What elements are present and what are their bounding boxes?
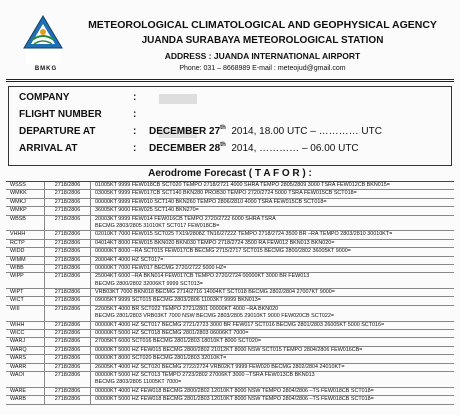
departure-suffix: th [220, 125, 226, 131]
table-row [6, 322, 454, 330]
forecast-text [95, 364, 454, 371]
table-row [6, 306, 454, 322]
validity-period: 2718/2806 [44, 182, 91, 189]
contact-line: Phone: 031 – 8668989 E-mail : meteojud@gmail.com [179, 65, 346, 72]
arrival-label: ARRIVAL AT [19, 143, 78, 154]
departure-month: DECEMBER 27 [149, 126, 221, 137]
document-header [0, 0, 460, 80]
forecast-line: 03005KT 9999 FEW017CB SCT140 BKN280 PROB30 TEMPO 2720/2724 5000 TSRA FEW015CB SCT018= [95, 190, 357, 197]
table-row [6, 207, 454, 215]
table-row [6, 216, 454, 232]
station-code: WARE [10, 387, 26, 394]
forecast-text [95, 372, 454, 387]
arrival-suffix: th [220, 142, 226, 148]
validity-period: 2718/2806 [44, 216, 91, 231]
tafor-table [6, 181, 454, 405]
station-code: WIBB [10, 264, 24, 271]
validity-period: 2718/2806 [44, 248, 91, 255]
station-code: WAOI [10, 371, 25, 378]
table-row [6, 347, 454, 355]
station-code: WICC [10, 330, 25, 337]
validity-period: 2718/2806 [44, 240, 91, 247]
flight-info-box [8, 86, 452, 166]
station-code: WIPT [10, 289, 24, 296]
validity-period: 2718/2806 [44, 364, 91, 371]
forecast-line: 00000KT 5000 HZ SCT013 TEMPO 2723/2802 27006KT 3000 –TSRA FEW013CB BKN013 [95, 371, 315, 378]
station-code: WSSS [10, 182, 26, 188]
forecast-line: BECMG 2800/2802 32006KT 9999 SCT013= [95, 280, 203, 287]
forecast-line: 00000KT 5000 HZ FEW015 BECMG 2800/2802 21012KT 8000 NSW SCT015 TEMPO 2804/2806 FEW016CB= [95, 346, 363, 353]
departure-value [149, 126, 382, 137]
validity-period: 2718/2806 [44, 322, 91, 329]
forecast-line: 01005KT 9999 FEW018CB SCT020 TEMPO 2718/2721 4000 SHRA TEMPO 2805/2809 3000 TSRA FEW012CB BKN015= [95, 182, 390, 188]
company-redacted [159, 94, 197, 104]
forecast-text [95, 347, 454, 354]
table-row [6, 289, 454, 297]
validity-period: 2718/2806 [44, 355, 91, 362]
validity-period: 2718/2806 [44, 289, 91, 296]
table-row [6, 355, 454, 363]
forecast-text [95, 322, 454, 329]
flight-number-label: FLIGHT NUMBER [19, 109, 102, 120]
forecast-text [95, 355, 454, 362]
forecast-text [95, 273, 454, 288]
validity-period: 2718/2806 [44, 273, 91, 288]
forecast-text [95, 265, 454, 272]
station-code: WICT [10, 297, 24, 304]
forecast-line: 00000KT 8000 SCT020 BECMG 2801/2803 32010KT= [95, 355, 227, 362]
forecast-line: 02010KT 7000 FEW015 SCT025 TX19/2808Z TN16/2722Z TEMPO 2718/2724 3500 BR –RA TEMPO 2803/2810 30010KT= [95, 231, 393, 238]
station-code: WMKJ [10, 198, 26, 205]
forecast-text [95, 396, 454, 403]
forecast-line: BECMG 2803/2805 31010KT SCT017 FEW018CB= [95, 222, 220, 229]
forecast-line: 20004KT 4000 HZ SCT017= [95, 256, 164, 263]
forecast-line: 00000KT 7000 FEW017 BECMG 2720/2722 5000 HZ= [95, 264, 227, 271]
forecast-line: 26005KT 4000 HZ SCT020 BECMG 2722/2724 VRB02KT 9999 FEW020 BECMG 2802/2804 24010KT= [95, 363, 345, 370]
forecast-text [95, 257, 454, 264]
bmkg-logo [22, 14, 64, 68]
forecast-text [95, 338, 454, 345]
forecast-text [95, 330, 454, 337]
station-code: RCTP [10, 239, 25, 246]
validity-period: 2718/2806 [44, 306, 91, 321]
validity-period: 2718/2806 [44, 231, 91, 238]
validity-period: 2718/2806 [44, 207, 91, 214]
station-code: WARJ [10, 338, 26, 345]
forecast-line: 00000KT 5000 HZ SCT018 BECMG 2801/2803 06006KT 7000= [95, 330, 249, 337]
forecast-line: 36005KT 9000 FEW025 SCT140 BKN270= [95, 207, 199, 214]
tafor-title: Aerodrome Forecast ( T A F O R ) : [148, 168, 312, 179]
forecast-line: BECMG 2803/2805 11005KT 7000= [95, 379, 182, 386]
table-row [6, 388, 454, 396]
table-row [6, 372, 454, 388]
table-row [6, 240, 454, 248]
arrival-month: DECEMBER 28 [149, 143, 221, 154]
arrival-value [149, 143, 359, 154]
forecast-text [95, 190, 454, 197]
forecast-text [95, 240, 454, 247]
forecast-text [95, 289, 454, 296]
station-code: WIMM [10, 256, 26, 263]
logo-caption: BMKG [34, 66, 58, 72]
station-code: WARR [10, 363, 27, 370]
agency-name: METEOROLOGICAL CLIMATOLOGICAL AND GEOPHYSICAL AGENCY [88, 19, 437, 31]
company-colon: : [133, 92, 137, 103]
forecast-line: 04014KT 8000 FEW015 BKN020 BKN030 TEMPO 2718/2724 3500 RA FEW012 BKN013 BKN020= [95, 239, 335, 246]
table-row [6, 338, 454, 346]
flight-number-colon: : [133, 109, 137, 120]
station-code: WMKK [10, 190, 27, 197]
forecast-line: 00000KT 5000 HZ FEW018 BECMG 2801/2803 12010KT 8000 NSW TEMPO 2804/2806 –TS FEW018CB SCT018= [95, 396, 374, 403]
validity-period: 2718/2806 [44, 190, 91, 197]
table-row [6, 396, 454, 404]
arrival-colon: : [133, 143, 137, 154]
header-divider-thin [6, 81, 454, 82]
forecast-line: 27005KT 6000 SCT016 BECMG 2801/2803 18010KT 8000 SCT020= [95, 338, 261, 345]
table-row [6, 231, 454, 239]
forecast-line: BECMG 2801/2803 VRB03KT 7000 NSW BECMG 2803/2805 29010KT 9000 FEW020CB SCT022= [95, 313, 335, 320]
table-row [6, 190, 454, 198]
forecast-line: 22005KT 4000 BR SCT022 TEMPO 2721/2801 00000KT 4000 –RA BKN020 [95, 305, 279, 312]
forecast-line: VRB03KT 7000 BKN018 BECMG 2714/2716 14004KT SCT018 BECMG 2802/2804 27007KT 9000= [95, 289, 335, 296]
forecast-line: 25004KT 6000 –RA BKN014 FEW017CB TEMPO 2720/2724 00000KT 3000 BR FEW013 [95, 273, 310, 280]
forecast-line: 00000KT 8000 –RA SCT015 FEW017CB BECMG 2715/2717 SCT015 BECMG 2800/2802 36005KT 9000= [95, 248, 351, 255]
validity-period: 2718/2806 [44, 372, 91, 387]
station-code: WIII [10, 305, 20, 312]
table-row [6, 248, 454, 256]
station-code: WARB [10, 396, 26, 403]
validity-period: 2718/2806 [44, 330, 91, 337]
forecast-line: 00000KT 9999 FEW010 SCT140 BKN260 TEMPO 2806/2810 4000 TSRA FEW015CB SCT018= [95, 198, 327, 205]
forecast-text [95, 182, 454, 189]
station-code: VHHH [10, 231, 26, 238]
table-row [6, 364, 454, 372]
validity-period: 2718/2806 [44, 396, 91, 403]
forecast-text [95, 306, 454, 321]
forecast-text [95, 199, 454, 206]
forecast-text [95, 388, 454, 395]
table-row [6, 265, 454, 273]
station-code: WIHH [10, 321, 25, 328]
table-row [6, 257, 454, 265]
forecast-line: 20003KT 9999 FEW014 FEW016CB TEMPO 2720/2722 6000 SHRA TSRA [95, 215, 276, 222]
validity-period: 2718/2806 [44, 338, 91, 345]
table-row [6, 273, 454, 289]
station-code: WARS [10, 355, 26, 362]
forecast-text [95, 216, 454, 231]
validity-period: 2718/2806 [44, 265, 91, 272]
station-address: ADDRESS : JUANDA INTERNATIONAL AIRPORT [164, 51, 361, 61]
departure-label: DEPARTURE AT [19, 126, 96, 137]
station-code: WBSB [10, 215, 26, 222]
forecast-text [95, 207, 454, 214]
validity-period: 2718/2806 [44, 347, 91, 354]
station-name: JUANDA SURABAYA METEOROLOGICAL STATION [141, 35, 384, 46]
station-code: WIDD [10, 248, 25, 255]
station-code: WIPP [10, 273, 24, 280]
table-row [6, 297, 454, 305]
departure-colon: : [133, 126, 137, 137]
table-row [6, 330, 454, 338]
station-code: WMKP [10, 207, 27, 214]
forecast-text [95, 231, 454, 238]
departure-time: 2014, 18.00 UTC – ………… UTC [231, 126, 382, 137]
validity-period: 2718/2806 [44, 297, 91, 304]
validity-period: 2718/2806 [44, 257, 91, 264]
station-code: WARQ [10, 346, 27, 353]
table-row [6, 182, 454, 190]
table-row [6, 199, 454, 207]
forecast-line: 00000KT 4000 HZ SCT017 BECMG 2721/2723 3000 BR FEW017 SCT016 BECMG 2801/2803 26005KT 5000 SCT016= [95, 321, 385, 328]
arrival-time: 2014, ………… – 06.00 UTC [231, 143, 359, 154]
forecast-text [95, 248, 454, 255]
forecast-line: 00000KT 4000 HZ FEW018 BECMG 2800/2802 12010KT 8000 NSW TEMPO 2804/2806 –TS FEW018CB SCT018= [95, 387, 374, 394]
forecast-line: 09005KT 9999 SCT015 BECMG 2803/2806 11003KT 9999 BKN013= [95, 297, 261, 304]
header-divider [6, 79, 454, 80]
validity-period: 2718/2806 [44, 388, 91, 395]
validity-period: 2718/2806 [44, 199, 91, 206]
forecast-text [95, 297, 454, 304]
company-label: COMPANY [19, 92, 70, 103]
